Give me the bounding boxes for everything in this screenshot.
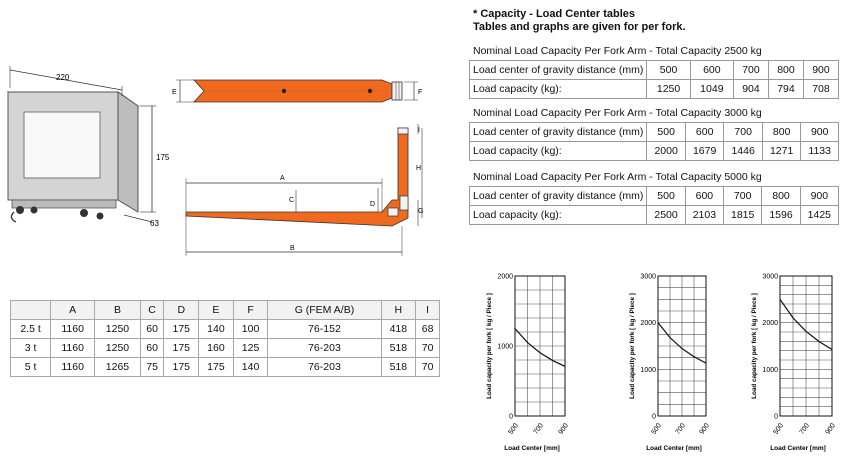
capacity-row bbox=[470, 206, 839, 225]
table-cell: 140 bbox=[233, 358, 268, 377]
table-cell: 794 bbox=[768, 80, 803, 99]
table-cell: 125 bbox=[233, 339, 268, 358]
column-header: F bbox=[233, 301, 268, 320]
table-cell: 708 bbox=[803, 80, 838, 99]
column-header: B bbox=[95, 301, 141, 320]
y-axis-label: Load capacity per fork [ kg / Piece ] bbox=[629, 293, 636, 399]
capacity-header-line1: * Capacity - Load Center tables bbox=[473, 8, 635, 20]
center-row bbox=[470, 187, 839, 206]
capacity-table-3 bbox=[469, 186, 839, 225]
table-cell: 2000 bbox=[647, 142, 686, 161]
fork-top-view bbox=[176, 80, 418, 102]
capacity-chart-2500 bbox=[478, 268, 588, 460]
row-label: Load capacity (kg): bbox=[470, 206, 647, 225]
table-row bbox=[11, 358, 440, 377]
y-tick-label: 0 bbox=[774, 413, 778, 421]
row-label: Load center of gravity distance (mm) bbox=[470, 123, 647, 142]
dim-label-g: G bbox=[418, 208, 424, 215]
table-cell: 2103 bbox=[685, 206, 723, 225]
table-cell: 800 bbox=[762, 123, 801, 142]
table-row bbox=[11, 339, 440, 358]
center-row bbox=[470, 123, 839, 142]
table-cell: 175 bbox=[164, 339, 199, 358]
column-header: G (FEM A/B) bbox=[268, 301, 381, 320]
y-axis-label: Load capacity per fork [ kg / Piece ] bbox=[486, 293, 493, 399]
table-cell: 700 bbox=[724, 187, 762, 206]
table-cell: 900 bbox=[800, 187, 838, 206]
x-tick-label: 700 bbox=[798, 422, 811, 436]
table-cell: 5 t bbox=[11, 358, 51, 377]
table-cell: 1133 bbox=[801, 142, 839, 161]
row-label: Load center of gravity distance (mm) bbox=[470, 187, 647, 206]
table-cell: 2.5 t bbox=[11, 320, 51, 339]
x-axis-label: Load Center [mm] bbox=[770, 445, 826, 452]
row-label: Load capacity (kg): bbox=[470, 80, 647, 99]
table-cell: 75 bbox=[140, 358, 164, 377]
capacity-table-3-title: Nominal Load Capacity Per Fork Arm - Total Capacity 5000 kg bbox=[473, 171, 762, 183]
capacity-table-1 bbox=[469, 60, 839, 99]
table-cell: 100 bbox=[233, 320, 268, 339]
table-cell: 1049 bbox=[690, 80, 733, 99]
column-header: E bbox=[199, 301, 234, 320]
dim-label-a: A bbox=[280, 175, 285, 182]
column-header bbox=[11, 301, 51, 320]
table-cell: 500 bbox=[647, 61, 690, 80]
table-cell: 70 bbox=[416, 339, 440, 358]
x-tick-label: 500 bbox=[772, 422, 785, 436]
table-cell: 1250 bbox=[95, 339, 141, 358]
x-tick-label: 700 bbox=[532, 422, 545, 436]
capacity-table-2-title: Nominal Load Capacity Per Fork Arm - Total Capacity 3000 kg bbox=[473, 107, 762, 119]
table-cell: 800 bbox=[768, 61, 803, 80]
table-cell: 1160 bbox=[51, 320, 95, 339]
table-cell: 600 bbox=[685, 187, 723, 206]
row-label: Load capacity (kg): bbox=[470, 142, 647, 161]
dim-label-f: F bbox=[418, 89, 423, 96]
table-row bbox=[11, 320, 440, 339]
table-cell: 1250 bbox=[647, 80, 690, 99]
table-cell: 418 bbox=[381, 320, 416, 339]
box-width-label: 220 bbox=[56, 73, 70, 82]
table-cell: 1596 bbox=[762, 206, 800, 225]
capacity-table-1-title: Nominal Load Capacity Per Fork Arm - Total Capacity 2500 kg bbox=[473, 45, 762, 57]
table-cell: 175 bbox=[199, 358, 234, 377]
dim-label-b: B bbox=[290, 245, 295, 252]
x-tick-label: 500 bbox=[650, 422, 663, 436]
x-tick-label: 900 bbox=[557, 422, 570, 436]
table-cell: 140 bbox=[199, 320, 234, 339]
table-cell: 600 bbox=[690, 61, 733, 80]
column-header: I bbox=[416, 301, 440, 320]
dim-label-c: C bbox=[289, 197, 295, 204]
table-cell: 76-203 bbox=[268, 358, 381, 377]
table-cell: 518 bbox=[381, 358, 416, 377]
dim-label-d: D bbox=[370, 201, 376, 208]
column-header: D bbox=[164, 301, 199, 320]
table-cell: 2500 bbox=[647, 206, 685, 225]
dim-label-h: H bbox=[416, 165, 422, 172]
table-cell: 500 bbox=[647, 187, 685, 206]
table-cell: 1160 bbox=[51, 358, 95, 377]
table-cell: 175 bbox=[164, 320, 199, 339]
table-cell: 175 bbox=[164, 358, 199, 377]
table-cell: 76-152 bbox=[268, 320, 381, 339]
table-cell: 76-203 bbox=[268, 339, 381, 358]
dim-label-e: E bbox=[172, 89, 177, 96]
y-tick-label: 1000 bbox=[640, 366, 656, 374]
y-tick-label: 0 bbox=[509, 413, 513, 421]
y-tick-label: 1000 bbox=[497, 343, 513, 351]
column-header: H bbox=[381, 301, 416, 320]
table-cell: 60 bbox=[140, 320, 164, 339]
indicator-box-drawing bbox=[8, 66, 156, 222]
dimension-table bbox=[10, 300, 440, 377]
fork-side-view bbox=[186, 124, 422, 256]
table-cell: 1446 bbox=[724, 142, 763, 161]
center-row bbox=[470, 61, 839, 80]
dim-label-i: I bbox=[418, 127, 420, 134]
column-header: C bbox=[140, 301, 164, 320]
capacity-table-2 bbox=[469, 122, 839, 161]
table-cell: 1265 bbox=[95, 358, 141, 377]
x-tick-label: 900 bbox=[698, 422, 711, 436]
table-cell: 900 bbox=[803, 61, 838, 80]
table-cell: 3 t bbox=[11, 339, 51, 358]
y-tick-label: 3000 bbox=[762, 273, 778, 281]
capacity-chart-5000 bbox=[730, 268, 842, 460]
table-cell: 60 bbox=[140, 339, 164, 358]
y-tick-label: 2000 bbox=[762, 320, 778, 328]
capacity-row bbox=[470, 142, 839, 161]
x-axis-label: Load Center [mm] bbox=[646, 445, 702, 452]
capacity-chart-3000 bbox=[602, 268, 718, 460]
capacity-header-line2: Tables and graphs are given for per fork. bbox=[473, 21, 686, 33]
table-cell: 600 bbox=[685, 123, 724, 142]
x-tick-label: 500 bbox=[507, 422, 520, 436]
x-axis-label: Load Center [mm] bbox=[504, 445, 560, 452]
table-cell: 900 bbox=[801, 123, 839, 142]
capacity-header bbox=[473, 8, 686, 34]
table-cell: 1815 bbox=[724, 206, 762, 225]
table-cell: 1250 bbox=[95, 320, 141, 339]
y-tick-label: 0 bbox=[652, 413, 656, 421]
y-tick-label: 1000 bbox=[762, 366, 778, 374]
x-tick-label: 900 bbox=[824, 422, 837, 436]
table-cell: 1271 bbox=[762, 142, 801, 161]
table-cell: 500 bbox=[647, 123, 686, 142]
y-tick-label: 2000 bbox=[640, 320, 656, 328]
capacity-row bbox=[470, 80, 839, 99]
row-label: Load center of gravity distance (mm) bbox=[470, 61, 647, 80]
table-cell: 160 bbox=[199, 339, 234, 358]
table-cell: 1425 bbox=[800, 206, 838, 225]
y-tick-label: 2000 bbox=[497, 273, 513, 281]
y-axis-label: Load capacity per fork [ kg / Piece ] bbox=[751, 293, 758, 399]
table-cell: 800 bbox=[762, 187, 800, 206]
table-cell: 904 bbox=[734, 80, 769, 99]
table-cell: 1679 bbox=[685, 142, 724, 161]
technical-drawing bbox=[0, 0, 465, 270]
table-cell: 700 bbox=[734, 61, 769, 80]
table-cell: 518 bbox=[381, 339, 416, 358]
dimension-header-row bbox=[11, 301, 440, 320]
y-tick-label: 3000 bbox=[640, 273, 656, 281]
table-cell: 70 bbox=[416, 358, 440, 377]
table-cell: 1160 bbox=[51, 339, 95, 358]
column-header: A bbox=[51, 301, 95, 320]
table-cell: 68 bbox=[416, 320, 440, 339]
box-height-label: 175 bbox=[156, 153, 170, 162]
box-depth-label: 63 bbox=[150, 219, 159, 228]
table-cell: 700 bbox=[724, 123, 763, 142]
x-tick-label: 700 bbox=[674, 422, 687, 436]
